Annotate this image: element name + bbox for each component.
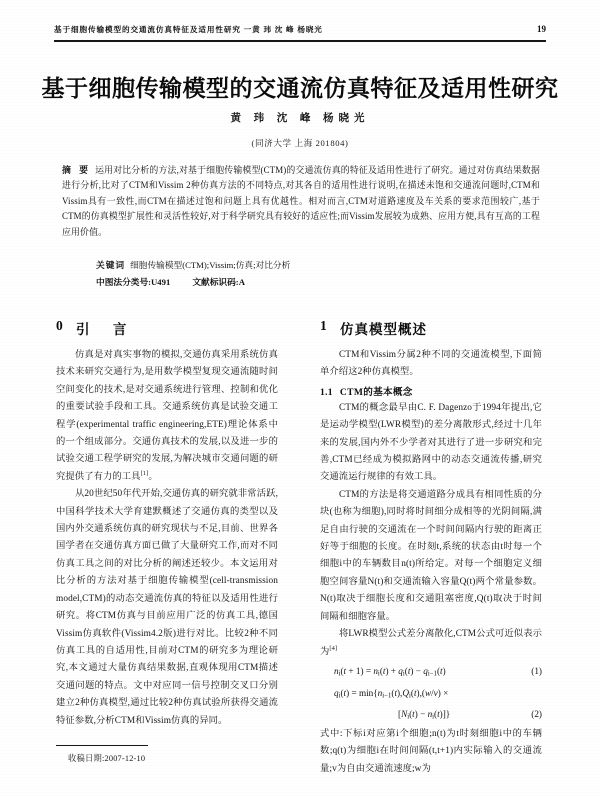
affiliation: (同济大学 上海 201804)	[251, 138, 349, 148]
intro-paragraph-2	[56, 486, 278, 730]
footnote-received-date: 收稿日期:2007-12-10	[68, 754, 146, 763]
equation-1-number: (1)	[531, 665, 542, 676]
running-header	[54, 24, 546, 40]
equation-3-body: $[N_i(t) - n_i(t)]$}	[398, 709, 451, 721]
author-list: 黄 玮 沈 峰 杨晓光	[230, 113, 370, 124]
section-heading-intro	[56, 318, 278, 338]
column-right	[320, 318, 542, 778]
section-title-model: 仿真模型概述	[340, 322, 427, 337]
equation-2-continued	[320, 706, 542, 726]
citation-ref-1: [1]	[140, 469, 149, 477]
keywords-text: 细胞传输模型(CTM);Vissim;仿真;对比分析	[130, 260, 291, 270]
equation-2-body: $q_i(t) = \min\{n_{i-1}(t),Q_i(t),(w/v)$ ×	[334, 687, 449, 700]
abstract-block	[62, 163, 540, 240]
subsection-heading-ctm	[320, 384, 542, 398]
header-rule	[54, 40, 546, 42]
ctm-paragraph-3	[320, 626, 542, 661]
abstract-paragraph	[62, 163, 540, 240]
subsection-title-ctm: CTM的基本概念	[339, 386, 413, 398]
citation-ref-4: [4]	[329, 644, 338, 652]
clc-label: 中图法分类号:	[96, 277, 152, 287]
equation-1	[320, 663, 542, 683]
intro-paragraph-1: 仿真是对真实事物的模拟,交通仿真采用系统仿真技术来研究交通行为,是用数学模型复现交通流随时间空间变化的技术,是对交通系统进行管理、控制和优化的重要试验手段和工具。交通系统仿真是试验交通工程学(experimental traffic engineering,ETE)理论体系中的一个组成部分。交通仿真技术的发展,以及进一步的试验交通工程学研究的发展,为解决城市交通问题的研究提供了有力的工具[1]。	[56, 350, 278, 482]
paper-title: 基于细胞传输模型的交通流仿真特征及适用性研究	[41, 76, 559, 101]
ctm-paragraph-2-text: CTM的方法是将交通道路分成具有相同性质的分块(也称为细胞),同时将时间细分成相等的光阴间隔,满足自由行驶的交通流在一个时间间隔内行驶的距离正好等于细胞的长度。在时刻t,系统的状态由t时每一个细胞i中的车辆数目n(t)所给定。对每一个细胞定义细胞空间容量N(t)和交通流输入容量Q(t)两个常量参数。N(t)取决于细胞长度和交通阻塞密度,Q(t)取决于时间间隔和细胞容量。	[320, 489, 542, 622]
keywords-line	[96, 258, 546, 273]
equation-explanation: 式中:下标i对应第i个细胞;n(t)为t时刻细胞i中的车辆数;q(t)为细胞i在时间间隔(t,t+1)内实际输入的交通流量;v为自由交通流速度;w为	[320, 728, 542, 774]
footnote-rule	[56, 745, 148, 746]
column-left	[56, 318, 278, 730]
clc-value: U491	[151, 277, 171, 287]
section-heading-model	[320, 318, 542, 338]
classification-line	[96, 275, 546, 290]
section-number-intro: 0	[56, 318, 64, 333]
keywords-label: 关键词	[96, 260, 126, 270]
intro-paragraph-2-text: 从20世纪50年代开始,交通仿真的研究就非常活跃,中国科学技术大学育建默概述了交通仿真的类型以及国内外交通系统仿真的研究现状与不足,目前、世界各国学者在交通仿真方面已做了大量研究工作,而对不同仿真工具之间的对比分析的阐述还较少。本文运用对比分析的方法对基于细胞传输模型(cell-transmission model,CTM)的动态交通流仿真的特征以及适用性进行研究。将CTM仿真与目前应用广泛的仿真工具,德国Vissim仿真软件(Vissim4.2版)进行对比。比较2种不同仿真工具的自适用性,目前对CTM的研究多为理论研究,本文通过大量仿真结果数据,直观体现用CTM描述交通问题的特点。文中对应同一信号控制交叉口分别建立2种仿真模型,通过比较2种仿真试验所获得交通流特征参数,分析CTM和Vissim仿真的异同。	[56, 489, 278, 726]
section-title-intro: 引 言	[76, 322, 137, 337]
abstract-text: 运用对比分析的方法,对基于细胞传输模型(CTM)的交通流仿真的特征及适用性进行了研究。通过对仿真结果数据进行分析,比对了CTM和Vissim 2种仿真方法的不同特点,对其各自的适用性进行说明,在描述未饱和交通流问题时,CTM和Vissim具有一致性,而CTM在描述过饱和问题上具有优越性。相对而言,CTM对道路速度及车关系的要求范围较广,基于CTM的仿真模型扩展性和灵活性较好,对于科学研究具有较好的适应性;而Vissim发展较为成熟、应用方便,具有互高的工程应用价值。	[62, 165, 540, 237]
subsection-number-ctm: 1.1	[320, 386, 333, 398]
page-number: 19	[537, 24, 546, 34]
doc-code-label: 文献标识码:	[192, 277, 239, 287]
running-header-title: 基于细胞传输模型的交通流仿真特征及适用性研究 一黄 玮 沈 峰 杨晓光	[54, 25, 323, 34]
equation-2-number: (2)	[531, 709, 542, 720]
ctm-paragraph-1	[320, 400, 542, 487]
section-number-model: 1	[320, 318, 328, 333]
model-intro-paragraph: CTM和Vissim分属2种不同的交通流模型,下面简单介绍这2种仿真模型。	[320, 350, 542, 378]
intro-paragraph-1-text: 仿真是对真实事物的模拟,交通仿真采用系统仿真技术来研究交通行为,是用数学模型复现交通流随时间空间变化的技术,是对交通系统进行管理、控制和优化的重要试验手段和工具。交通系统仿真是试验交通工程学(experimental traffic engineering,ETE)理论体系中的一个组成部分。交通仿真技术的发展,以及进一步的试验交通工程学研究的发展,为解决城市交通问题的研究提供了有力的工具	[56, 350, 278, 482]
ctm-paragraph-3-text: 将LWR模型公式差分离散化,CTM公式可近似表示为	[320, 629, 542, 657]
abstract-label: 摘 要	[62, 165, 92, 175]
equation-2	[320, 685, 542, 705]
equation-1-body: $n_i(t + 1) = n_i(t) + q_i(t) - q_{i-1}(t)$	[334, 665, 446, 678]
doc-code-value: A	[238, 277, 245, 287]
ctm-paragraph-1-text: CTM的概念最早由C. F. Dagenzo于1994年提出,它是运动学模型(LWR模型)的差分离散形式,经过十几年来的发展,国内外不少学者对其进行了进一步研究和完善,CTM已经成为模拟路网中的动态交通流传播,研究交通流运行规律的有效工具。	[320, 402, 542, 483]
ctm-paragraph-2	[320, 487, 542, 626]
